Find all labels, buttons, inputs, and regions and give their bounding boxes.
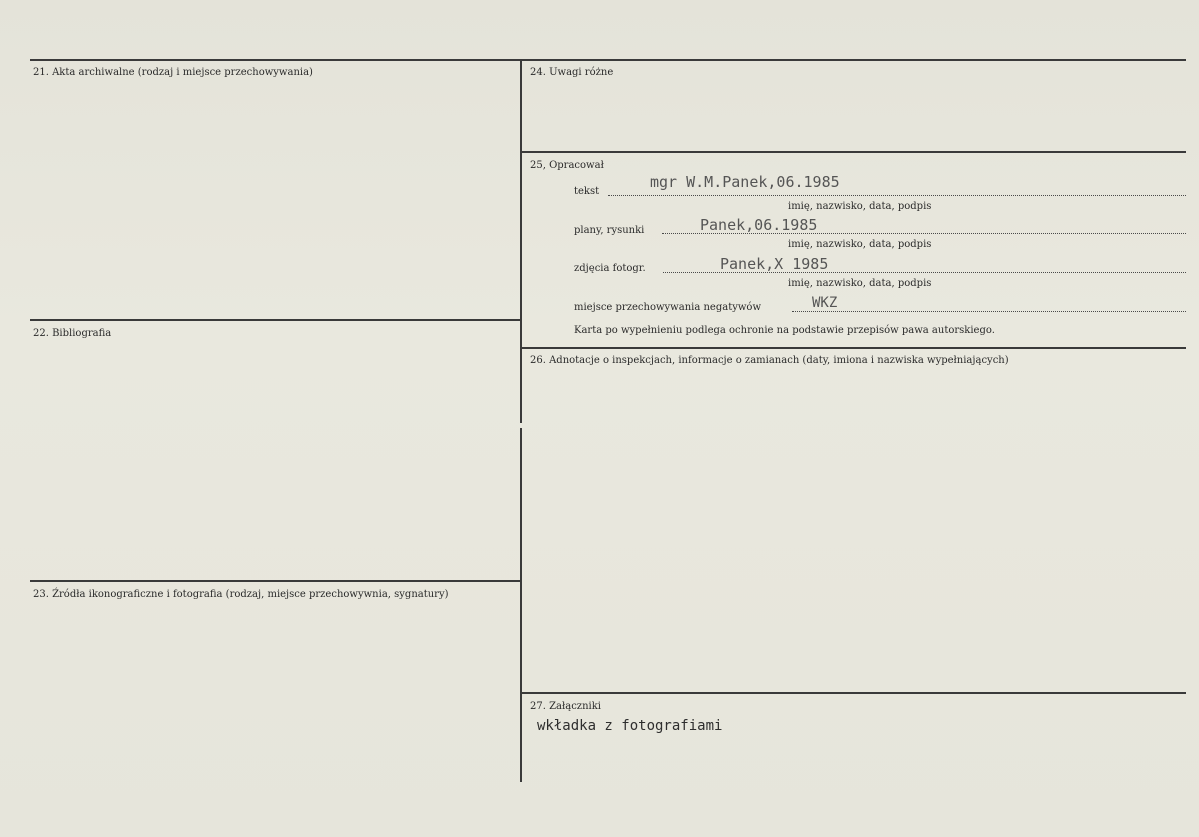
section-24-label: 24. Uwagi różne <box>530 67 614 78</box>
rule-21-22 <box>30 319 520 321</box>
attachments-value: wkładka z fotografiami <box>537 718 723 734</box>
plans-field-value: Panek,06.1985 <box>700 216 818 234</box>
photos-field-value: Panek,X 1985 <box>720 255 829 273</box>
photos-field-label: zdjęcia fotogr. <box>574 263 646 274</box>
rule-24-25 <box>522 151 1186 153</box>
section-25-label: 25, Opracował <box>530 160 604 171</box>
photos-field-caption: imię, nazwisko, data, podpis <box>788 278 932 289</box>
section-27-label: 27. Załączniki <box>530 701 601 712</box>
text-field-line <box>608 195 1186 196</box>
negatives-field-value: WKZ <box>812 295 838 311</box>
section-21-label: 21. Akta archiwalne (rodzaj i miejsce przechowywania) <box>33 67 313 78</box>
center-divider-bottom <box>520 428 522 782</box>
plans-field-label: plany, rysunki <box>574 225 645 236</box>
negatives-field-label: miejsce przechowywania negatywów <box>574 302 761 313</box>
text-field-caption: imię, nazwisko, data, podpis <box>788 201 932 212</box>
section-23-label: 23. Źródła ikonograficzne i fotografia (rodzaj, miejsce przechowywnia, sygnatury) <box>33 589 449 600</box>
rule-25-26 <box>522 347 1186 349</box>
text-field-label: tekst <box>574 186 600 197</box>
section-22-label: 22. Bibliografia <box>33 328 112 339</box>
copyright-note: Karta po wypełnieniu podlega ochronie na podstawie przepisów pawa autorskiego. <box>574 325 995 336</box>
top-rule <box>30 59 1186 61</box>
center-divider-top <box>520 61 522 423</box>
rule-22-23 <box>30 580 520 582</box>
plans-field-caption: imię, nazwisko, data, podpis <box>788 239 932 250</box>
negatives-field-line <box>792 311 1186 312</box>
section-26-label: 26. Adnotacje o inspekcjach, informacje o zamianach (daty, imiona i nazwiska wypełniających) <box>530 355 1009 366</box>
text-field-value: mgr W.M.Panek,06.1985 <box>650 173 840 191</box>
rule-26-27 <box>522 692 1186 694</box>
